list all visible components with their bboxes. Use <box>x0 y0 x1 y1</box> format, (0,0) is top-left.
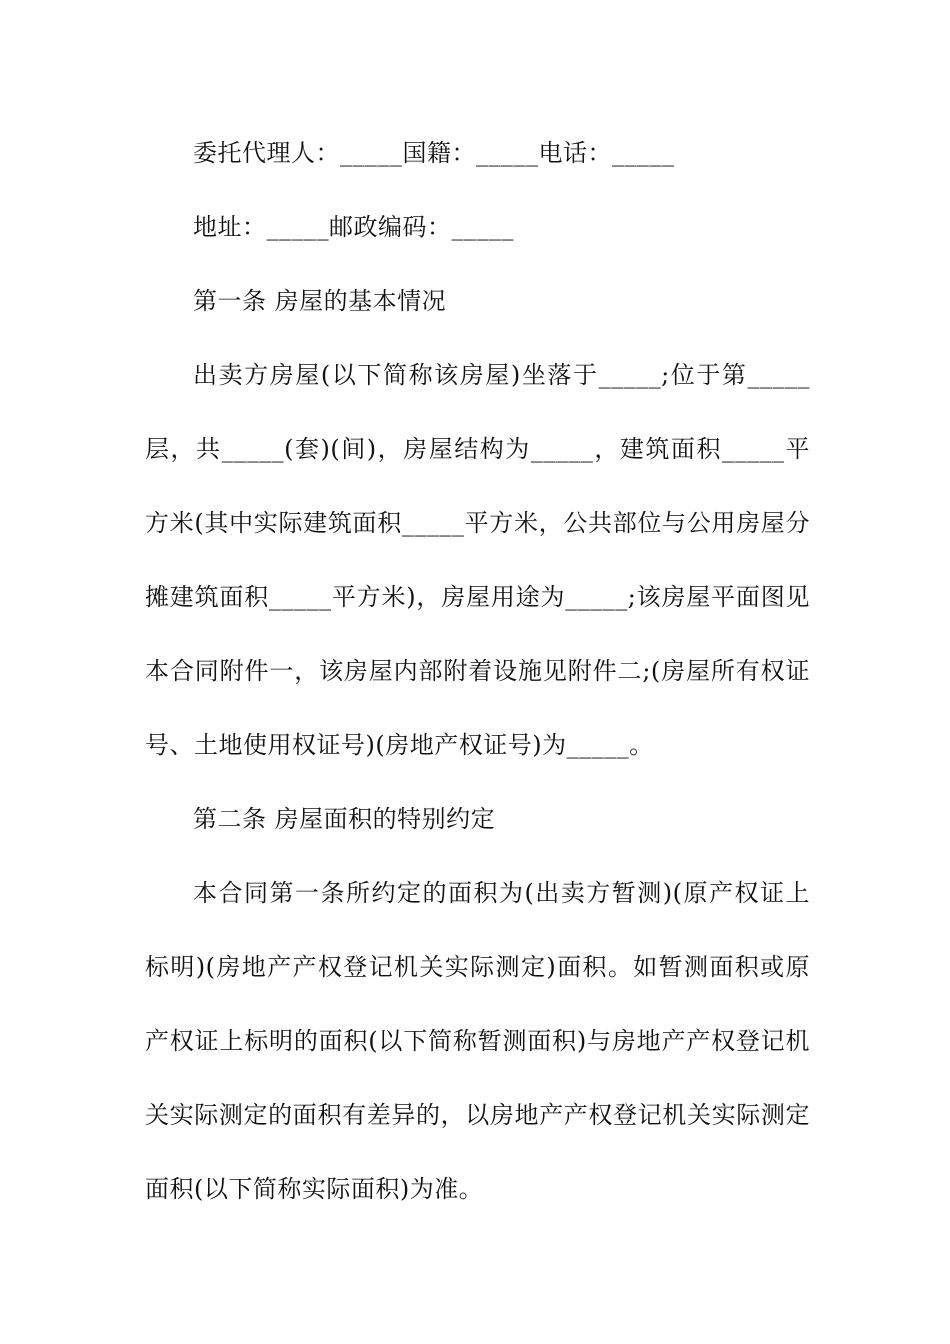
article-2-body: 本合同第一条所约定的面积为(出卖方暂测)(原产权证上标明)(房地产产权登记机关实际测定)面积。如暂测面积或原产权证上标明的面积(以下简称暂测面积)与房地产产权登记机关实际测定的面积有差异的，以房地产产权登记机关实际测定面积(以下简称实际面积)为准。 <box>145 879 810 1203</box>
address-line: 地址：_____邮政编码：_____ <box>193 213 514 241</box>
article-2-heading: 第二条 房屋面积的特别约定 <box>193 805 496 833</box>
agent-line: 委托代理人：_____国籍：_____电话：_____ <box>193 139 675 167</box>
article-1-heading: 第一条 房屋的基本情况 <box>193 287 447 315</box>
document-body <box>145 116 810 1226</box>
article-1-body: 出卖方房屋(以下简称该房屋)坐落于_____;位于第_____层，共_____(套)(间)，房屋结构为_____，建筑面积_____平方米(其中实际建筑面积_____平方米，公共部位与公用房屋分摊建筑面积_____平方米)，房屋用途为_____;该房屋平面图见本合同附件一，该房屋内部附着设施见附件二;(房屋所有权证号、土地使用权证号)(房地产权证号)为_____。 <box>145 361 810 759</box>
